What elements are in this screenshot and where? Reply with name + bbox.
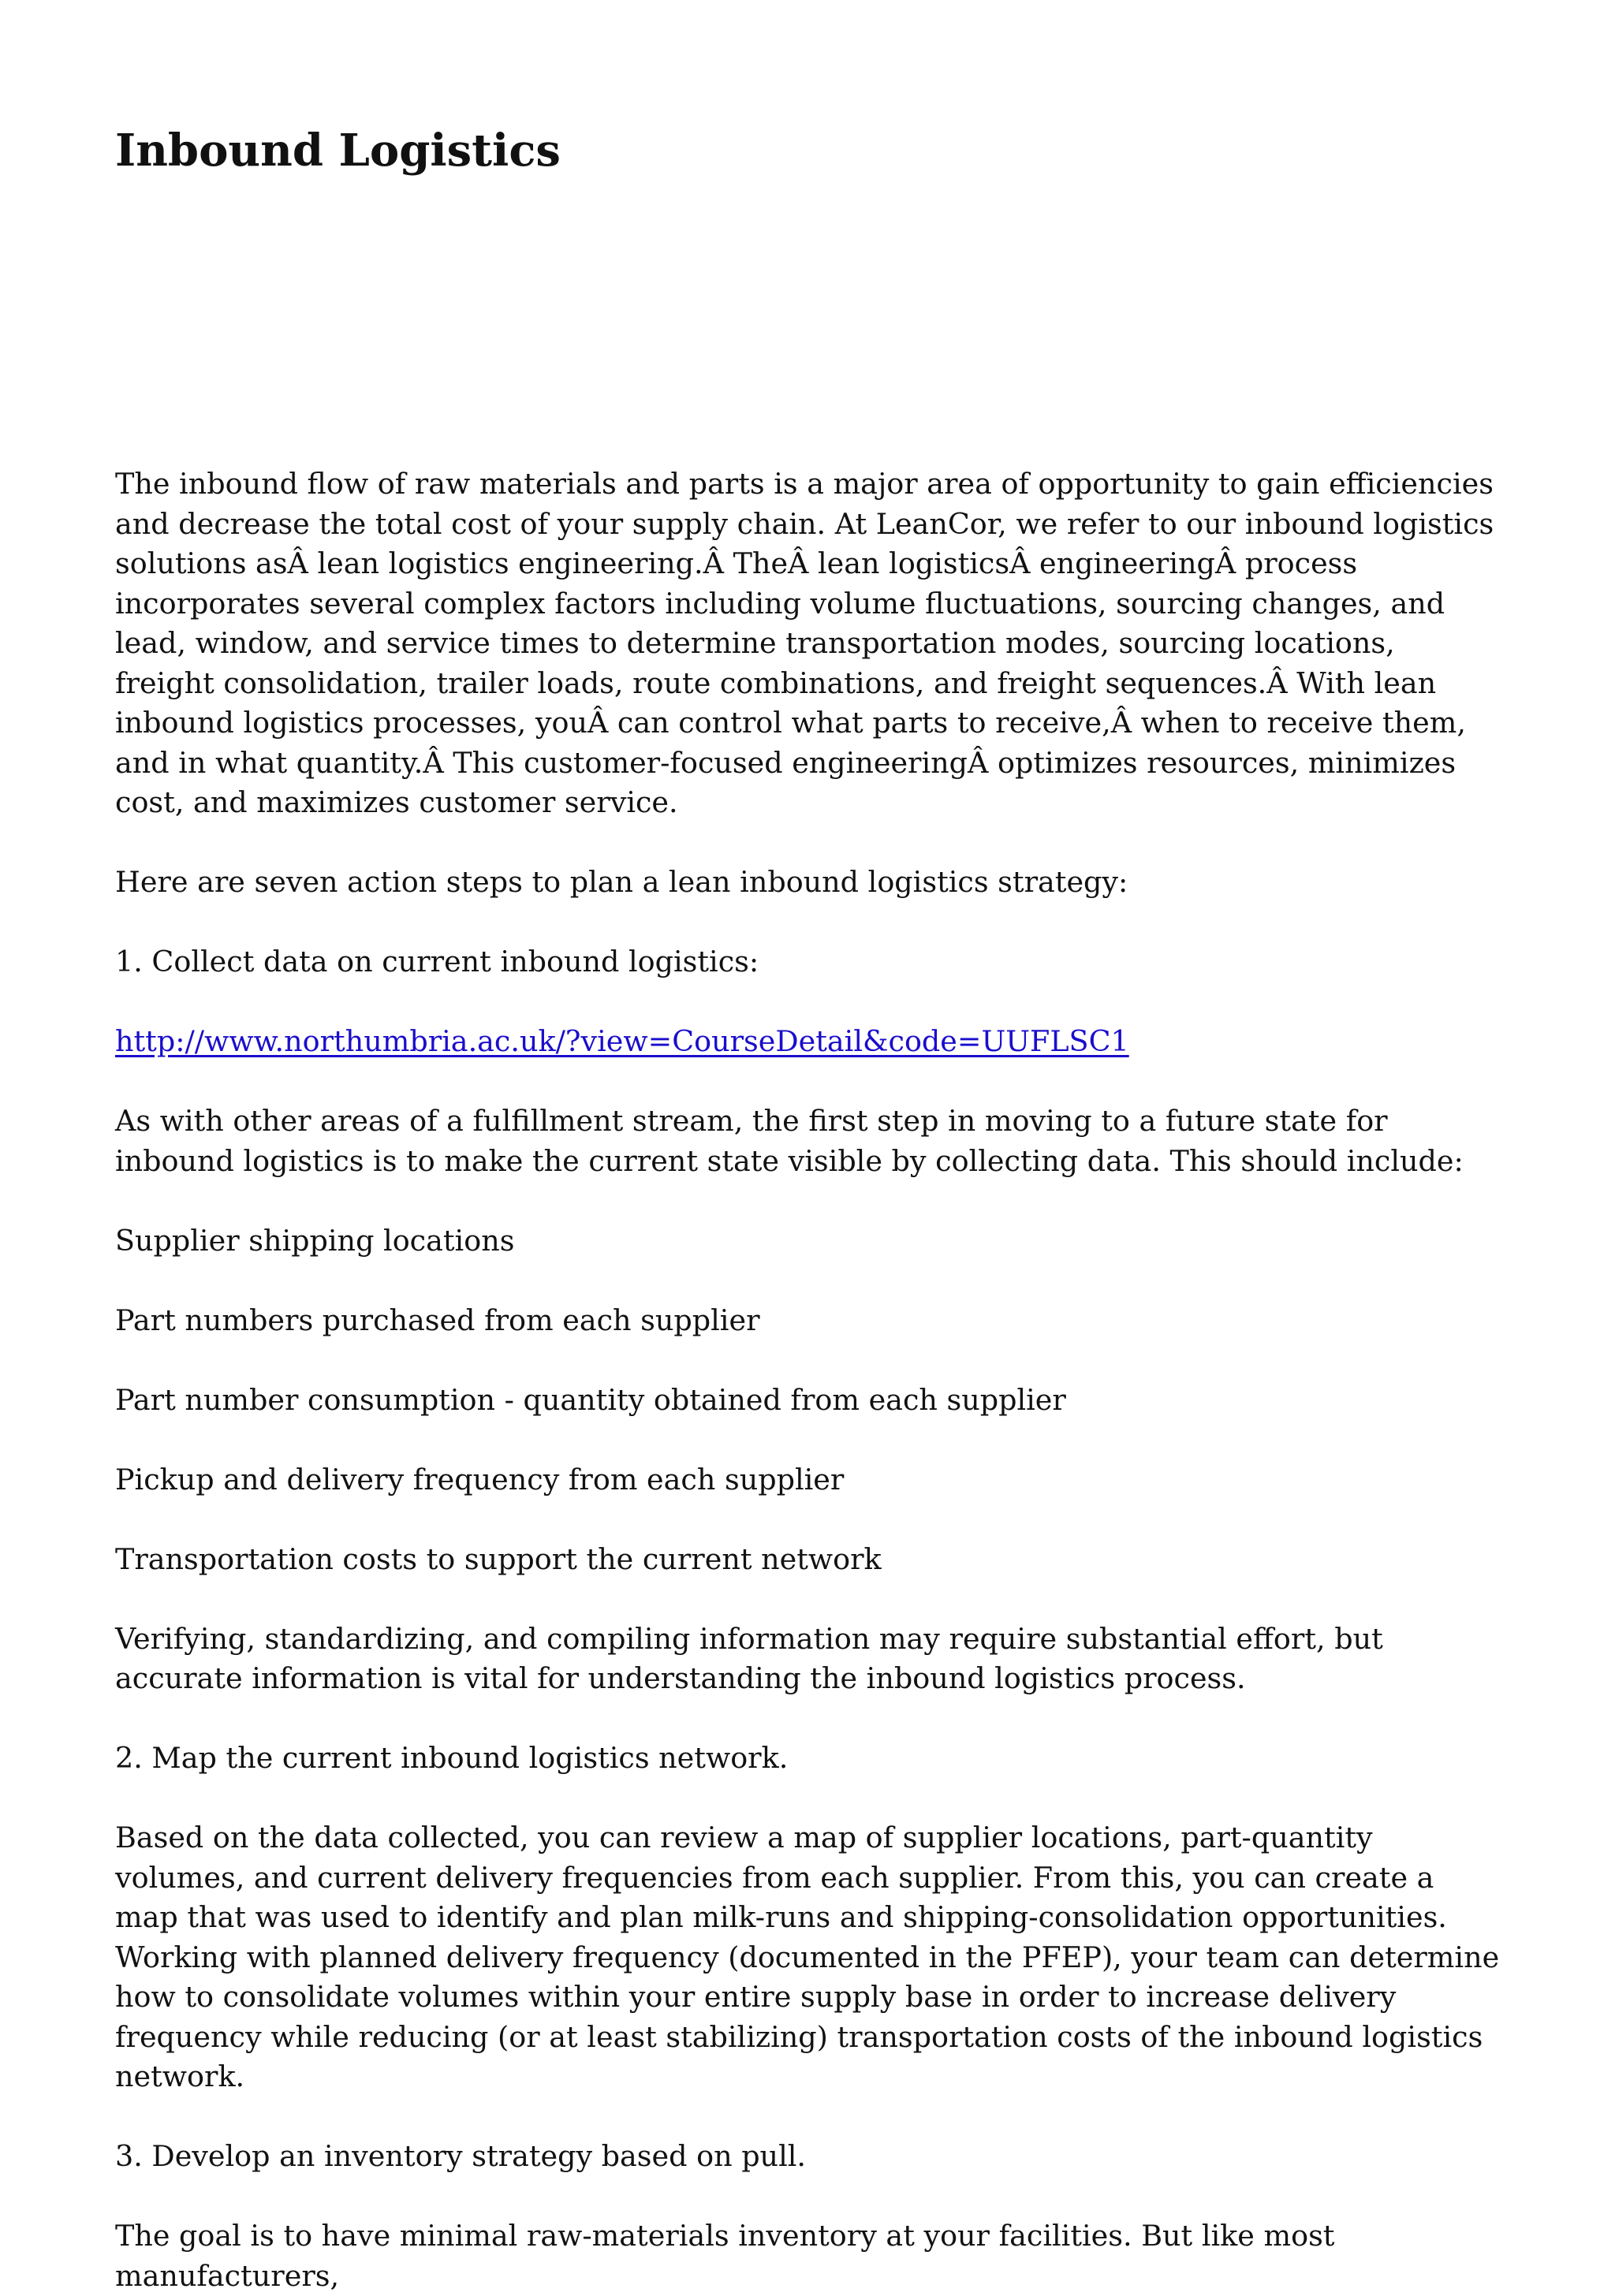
step-3-heading: 3. Develop an inventory strategy based on pull.	[115, 2139, 807, 2173]
page-title: Inbound Logistics	[115, 125, 561, 177]
step-1-closing-paragraph: Verifying, standardizing, and compiling information may require substantial effort, but accurate information is vital for understanding the inbound logistics process.	[115, 1621, 1383, 1695]
article-body	[115, 464, 1500, 2296]
list-item: Supplier shipping locations	[115, 1223, 515, 1258]
step-2-paragraph: Based on the data collected, you can review a map of supplier locations, part-quantity volumes, and current delivery frequencies from each supplier. From this, you can create a map that was used to identify and plan milk-runs and shipping-consolidation opportunities. Working with planned delivery frequency (documented in the PFEP), your team can determine how to consolidate volumes within your entire supply base in order to increase delivery frequency while reducing (or at least stabilizing) transportation costs of the inbound logistics network.	[115, 1821, 1500, 2093]
list-item: Part numbers purchased from each supplier	[115, 1303, 760, 1337]
intro-paragraph: The inbound flow of raw materials and parts is a major area of opportunity to gain efficiencies and decrease the total cost of your supply chain. At LeanCor, we refer to our inbound logistics solutions asÂ lean logistics engineering.Â TheÂ lean logisticsÂ engineeringÂ process incorporates several complex factors including volume fluctuations, sourcing changes, and lead, window, and service times to determine transportation modes, sourcing locations, freight consolidation, trailer loads, route combinations, and freight sequences.Â With lean inbound logistics processes, youÂ can control what parts to receive,Â when to receive them, and in what quantity.Â This customer-focused engineeringÂ optimizes resources, minimizes cost, and maximizes customer service.	[115, 467, 1494, 819]
step-3-paragraph: The goal is to have minimal raw-materials inventory at your facilities. But like most manufacturers,	[115, 2219, 1335, 2293]
list-item: Part number consumption - quantity obtained from each supplier	[115, 1382, 1066, 1417]
step-2-heading: 2. Map the current inbound logistics network.	[115, 1741, 789, 1775]
steps-intro-paragraph: Here are seven action steps to plan a lean inbound logistics strategy:	[115, 865, 1128, 899]
list-item: Transportation costs to support the current network	[115, 1541, 882, 1576]
step-1-heading: 1. Collect data on current inbound logistics:	[115, 945, 759, 978]
link-paragraph	[115, 1022, 1500, 1062]
list-item: Pickup and delivery frequency from each supplier	[115, 1462, 845, 1496]
step-1-paragraph: As with other areas of a fulfillment stream, the first step in moving to a future state for inbound logistics is to make the current state visible by collecting data. This should include:	[115, 1104, 1464, 1178]
course-link[interactable]: http://www.northumbria.ac.uk/?view=CourseDetail&code=UUFLSC1	[115, 1024, 1129, 1058]
